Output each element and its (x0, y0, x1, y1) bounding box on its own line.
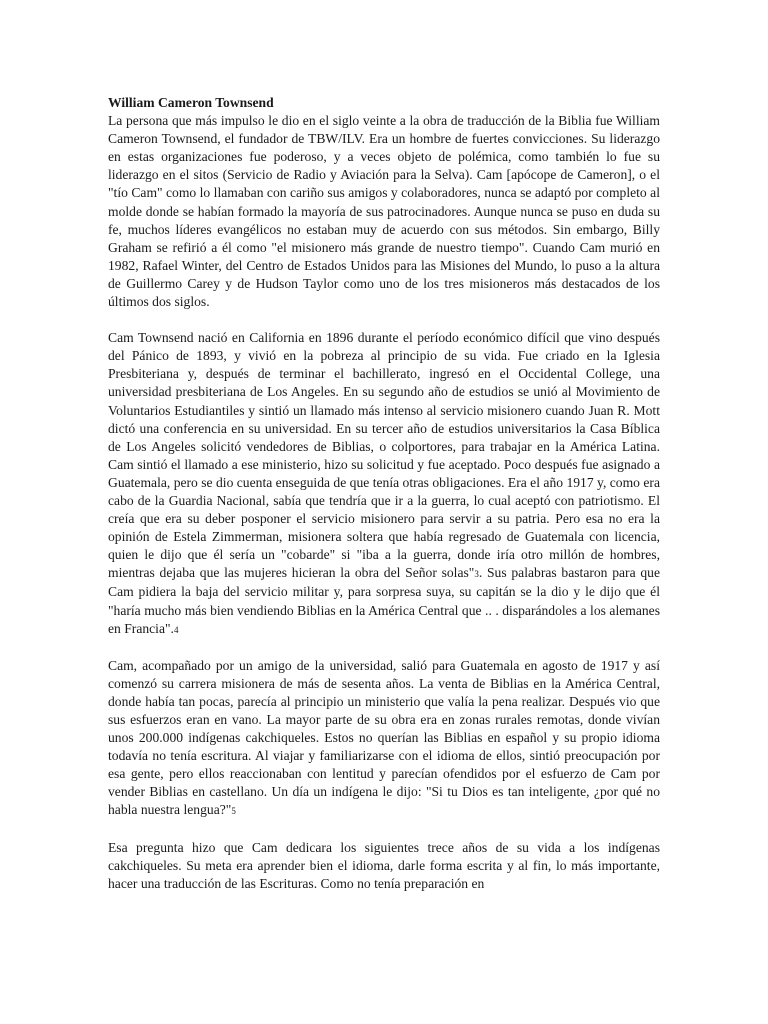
paragraph-4-text: Esa pregunta hizo que Cam dedicara los siguientes trece años de su vida a los indígenas cakchiqueles. Su meta era aprender bien el idioma, darle forma escrita y al fin, lo más importante, hacer una traducción de las Escrituras. Como no tenía preparación en (108, 839, 660, 891)
footnote-marker-4: 4 (173, 624, 179, 635)
paragraph-2-text-continued: . Sus palabras bastaron para que Cam pidiera la baja del servicio militar y, para sorpresa suya, su capitán se la dio y le dijo que él "haría mucho más bien vendiendo Biblias en la América Central que .. . disparándoles a los alemanes en Francia". (108, 565, 660, 636)
document-body (108, 94, 660, 911)
footnote-marker-3: 3 (474, 569, 479, 580)
footnote-marker-5: 5 (231, 806, 236, 817)
paragraph-2 (108, 329, 660, 639)
paragraph-3 (108, 657, 660, 821)
document-title: William Cameron Townsend (108, 95, 274, 110)
paragraph-4 (108, 839, 660, 893)
paragraph-1-text: La persona que más impulso le dio en el siglo veinte a la obra de traducción de la Biblia fue William Cameron Townsend, el fundador de TBW/ILV. Era un hombre de fuertes convicciones. Su liderazgo en estas organizaciones fue poderoso, y a veces objeto de polémica, como también lo fue su liderazgo en el sitos (Servicio de Radio y Aviación para la Selva). Cam [apócope de Cameron], o el "tío Cam" como lo llamaban con cariño sus amigos y colaboradores, nunca se adaptó por completo al molde donde se habían formado la mayoría de sus patrocinadores. Aunque nunca se puso en duda su fe, muchos líderes evangélicos no estaban muy de acuerdo con sus métodos. Sin embargo, Billy Graham se refirió a él como "el misionero más grande de nuestro tiempo". Cuando Cam murió en 1982, Rafael Winter, del Centro de Estados Unidos para las Misiones del Mundo, lo puso a la altura de Guillermo Carey y de Hudson Taylor como uno de los tres misioneros más destacados de los últimos dos siglos. (108, 113, 660, 310)
paragraph-2-text: Cam Townsend nació en California en 1896 durante el período económico difícil que vino después del Pánico de 1893, y vivió en la pobreza al principio de su vida. Fue criado en la Iglesia Presbiteriana y, después de terminar el bachillerato, ingresó en el Occidental College, una universidad presbiteriana de Los Angeles. En su segundo año de estudios se unió al Movimiento de Voluntarios Estudiantiles y sintió un llamado más intenso al servicio misionero cuando Juan R. Mott dictó una conferencia en su universidad. En su tercer año de estudios universitarios la Casa Bíblica de Los Angeles solicitó vendedores de Biblias, o colportores, para trabajar en la América Latina. Cam sintió el llamado a ese ministerio, hizo su solicitud y fue aceptado. Poco después fue asignado a Guatemala, pero se dio cuenta enseguida de que tenía otras obligaciones. Era el año 1917 y, como era cabo de la Guardia Nacional, sabía que tendría que ir a la guerra, lo cual aceptó con patriotismo. El creía que era su deber posponer el servicio misionero para servir a su patria. Pero esa no era la opinión de Estela Zimmerman, misionera soltera que había regresado de Guatemala con licencia, quien le dijo que él sería un "cobarde" si "iba a la guerra, donde iría otro millón de hombres, mientras dejaba que las mujeres hicieran la obra del Señor solas" (108, 330, 660, 581)
paragraph-3-text: Cam, acompañado por un amigo de la universidad, salió para Guatemala en agosto de 1917 y así comenzó su carrera misionera de más de sesenta años. La venta de Biblias en la América Central, donde había tan pocas, parecía al principio un ministerio que valía la pena realizar. Después vio que sus esfuerzos eran en vano. La mayor parte de su obra era en zonas rurales remotas, donde vivían unos 200.000 indígenas cakchiqueles. Estos no querían las Biblias en español y su propio idioma todavía no tenía escritura. Al viajar y familiarizarse con el idioma de ellos, sintió preocupación por esa gente, pero ellos reaccionaban con lentitud y parecían ofendidos por el esfuerzo de Cam por vender Biblias en castellano. Un día un indígena le dijo: "Si tu Dios es tan inteligente, ¿por qué no habla nuestra lengua?" (108, 657, 660, 818)
paragraph-1 (108, 112, 660, 311)
